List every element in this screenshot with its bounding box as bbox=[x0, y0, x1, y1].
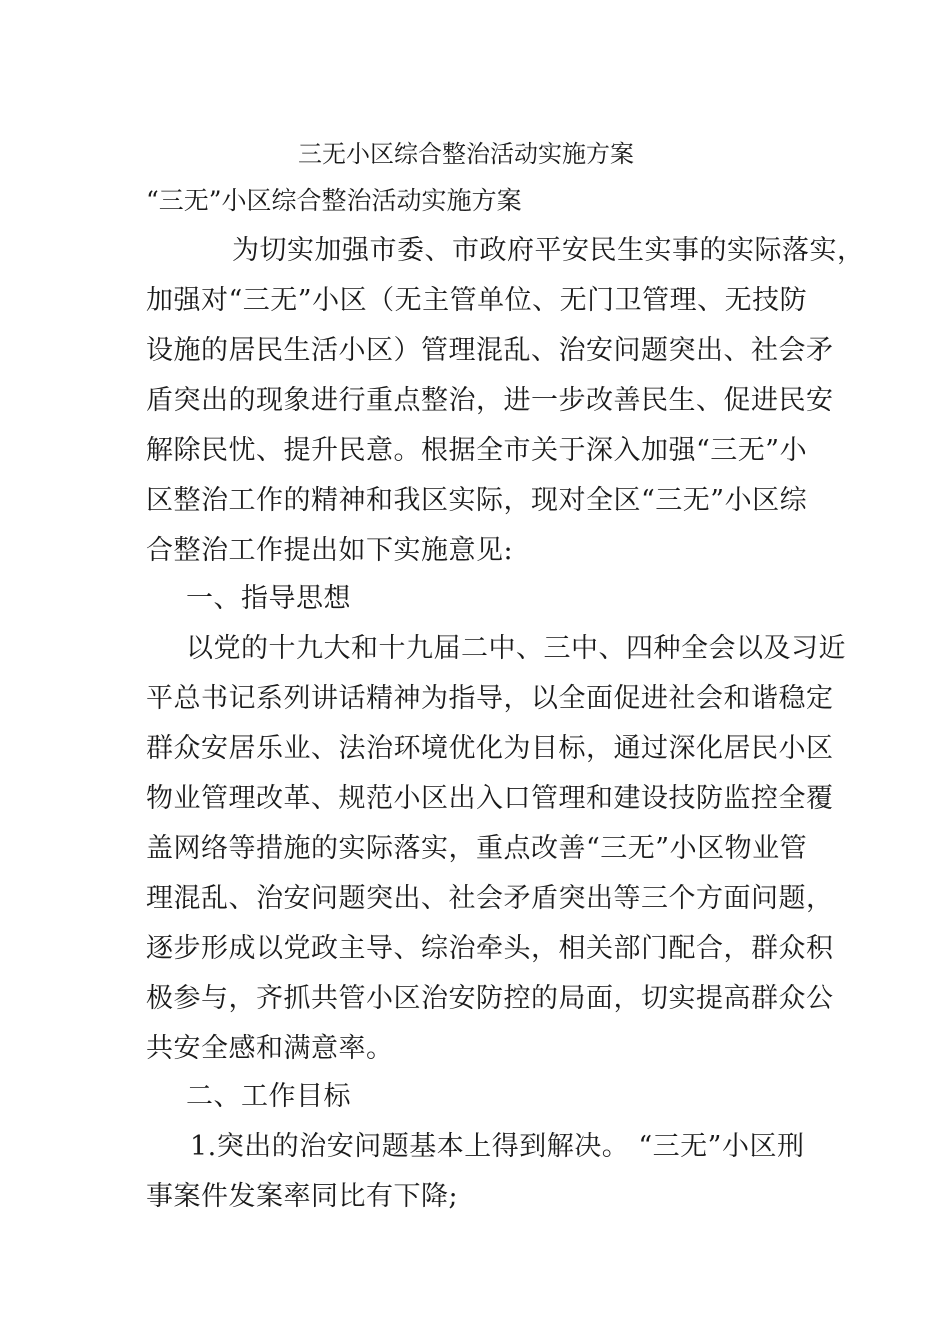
paragraph-line: 设施的居民生活小区）管理混乱、治安问题突出、社会矛 bbox=[146, 335, 834, 366]
paragraph-line: 平总书记系列讲话精神为指导，以全面促进社会和谐稳定 bbox=[146, 683, 834, 714]
paragraph-line: 逐步形成以党政主导、综治牵头，相关部门配合，群众积 bbox=[146, 933, 834, 964]
paragraph-line: 极参与，齐抓共管小区治安防控的局面，切实提高群众公 bbox=[146, 983, 834, 1014]
document-title: 三无小区综合整治活动实施方案 bbox=[298, 140, 634, 168]
paragraph-line: 盖网络等措施的实际落实，重点改善“三无”小区物业管 bbox=[146, 833, 808, 864]
paragraph-line: 为切实加强市委、市政府平安民生实事的实际落实， bbox=[232, 235, 865, 266]
paragraph-line: 以党的十九大和十九届二中、三中、四种全会以及习近 bbox=[186, 633, 846, 664]
paragraph-line: 解除民忧、提升民意。根据全市关于深入加强“三无”小 bbox=[146, 435, 808, 466]
paragraph-line: 合整治工作提出如下实施意见: bbox=[146, 535, 514, 566]
section-heading: 一、指导思想 bbox=[186, 583, 351, 614]
paragraph-line: 加强对“三无”小区（无主管单位、无门卫管理、无技防 bbox=[146, 285, 808, 316]
paragraph-line: 物业管理改革、规范小区出入口管理和建设技防监控全覆 bbox=[146, 783, 834, 814]
paragraph-line: 理混乱、治安问题突出、社会矛盾突出等三个方面问题， bbox=[146, 883, 834, 914]
paragraph-line: 盾突出的现象进行重点整治，进一步改善民生、促进民安 bbox=[146, 385, 834, 416]
paragraph-line: 区整治工作的精神和我区实际，现对全区“三无”小区综 bbox=[146, 485, 808, 516]
paragraph-line: 群众安居乐业、法治环境优化为目标，通过深化居民小区 bbox=[146, 733, 834, 764]
section-heading: 二、工作目标 bbox=[186, 1081, 351, 1112]
paragraph-line: 1.突出的治安问题基本上得到解决。 “三无”小区刑 bbox=[190, 1131, 805, 1162]
paragraph-line: 共安全感和满意率。 bbox=[146, 1033, 394, 1064]
paragraph-line: 事案件发案率同比有下降; bbox=[146, 1181, 459, 1212]
document-subtitle: “三无”小区综合整治活动实施方案 bbox=[146, 186, 522, 215]
